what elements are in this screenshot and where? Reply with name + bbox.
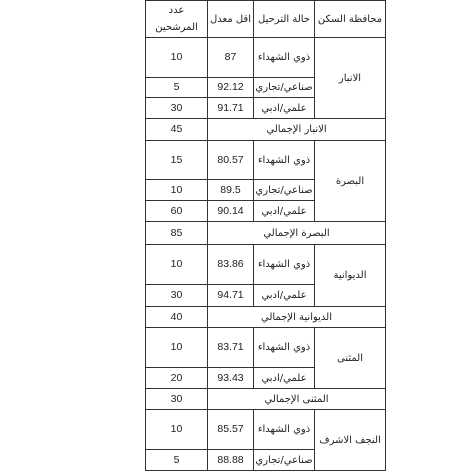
count-cell: 5 — [145, 77, 208, 98]
total-label-cell: الانبار الإجمالي — [207, 118, 386, 141]
province-cell: النجف الاشرف — [314, 409, 386, 471]
status-cell: صناعي/تجاري — [253, 179, 315, 201]
header-count: عدد المرشحين — [145, 0, 208, 38]
status-cell: ذوي الشهداء — [253, 327, 315, 368]
status-cell: علمي/ادبي — [253, 284, 315, 307]
avg-cell: 83.86 — [207, 244, 254, 285]
count-cell: 10 — [145, 37, 208, 78]
count-cell: 10 — [145, 409, 208, 450]
header-status: حالة الترحيل — [253, 0, 315, 38]
status-cell: صناعي/تجاري — [253, 77, 315, 98]
status-cell: علمي/ادبي — [253, 200, 315, 222]
admissions-table — [145, 0, 386, 470]
province-cell: المثنى — [314, 327, 386, 389]
avg-cell: 89.5 — [207, 179, 254, 201]
count-cell: 10 — [145, 179, 208, 201]
count-cell: 60 — [145, 200, 208, 222]
status-cell: ذوي الشهداء — [253, 37, 315, 78]
status-cell: علمي/ادبي — [253, 367, 315, 389]
total-label-cell: الديوانية الإجمالي — [207, 306, 386, 328]
status-cell: صناعي/تجاري — [253, 449, 315, 471]
status-cell: علمي/ادبي — [253, 97, 315, 119]
total-label-cell: المثنى الإجمالي — [207, 388, 386, 410]
count-cell: 10 — [145, 327, 208, 368]
total-label-cell: البصرة الإجمالي — [207, 221, 386, 245]
status-cell: ذوي الشهداء — [253, 409, 315, 450]
avg-cell: 85.57 — [207, 409, 254, 450]
province-cell: البصرة — [314, 140, 386, 222]
total-count-cell: 30 — [145, 388, 208, 410]
avg-cell: 83.71 — [207, 327, 254, 368]
province-cell: الديوانية — [314, 244, 386, 307]
header-province: محافظة السكن — [314, 0, 386, 38]
avg-cell: 91.71 — [207, 97, 254, 119]
avg-cell: 92.12 — [207, 77, 254, 98]
avg-cell: 80.57 — [207, 140, 254, 180]
status-cell: ذوي الشهداء — [253, 140, 315, 180]
total-count-cell: 45 — [145, 118, 208, 141]
count-cell: 5 — [145, 449, 208, 471]
total-count-cell: 40 — [145, 306, 208, 328]
avg-cell: 90.14 — [207, 200, 254, 222]
count-cell: 10 — [145, 244, 208, 285]
province-cell: الانبار — [314, 37, 386, 119]
avg-cell: 87 — [207, 37, 254, 78]
status-cell: ذوي الشهداء — [253, 244, 315, 285]
count-cell: 15 — [145, 140, 208, 180]
avg-cell: 93.43 — [207, 367, 254, 389]
count-cell: 20 — [145, 367, 208, 389]
header-min-avg: اقل معدل — [207, 0, 254, 38]
count-cell: 30 — [145, 284, 208, 307]
total-count-cell: 85 — [145, 221, 208, 245]
avg-cell: 94.71 — [207, 284, 254, 307]
avg-cell: 88.88 — [207, 449, 254, 471]
count-cell: 30 — [145, 97, 208, 119]
